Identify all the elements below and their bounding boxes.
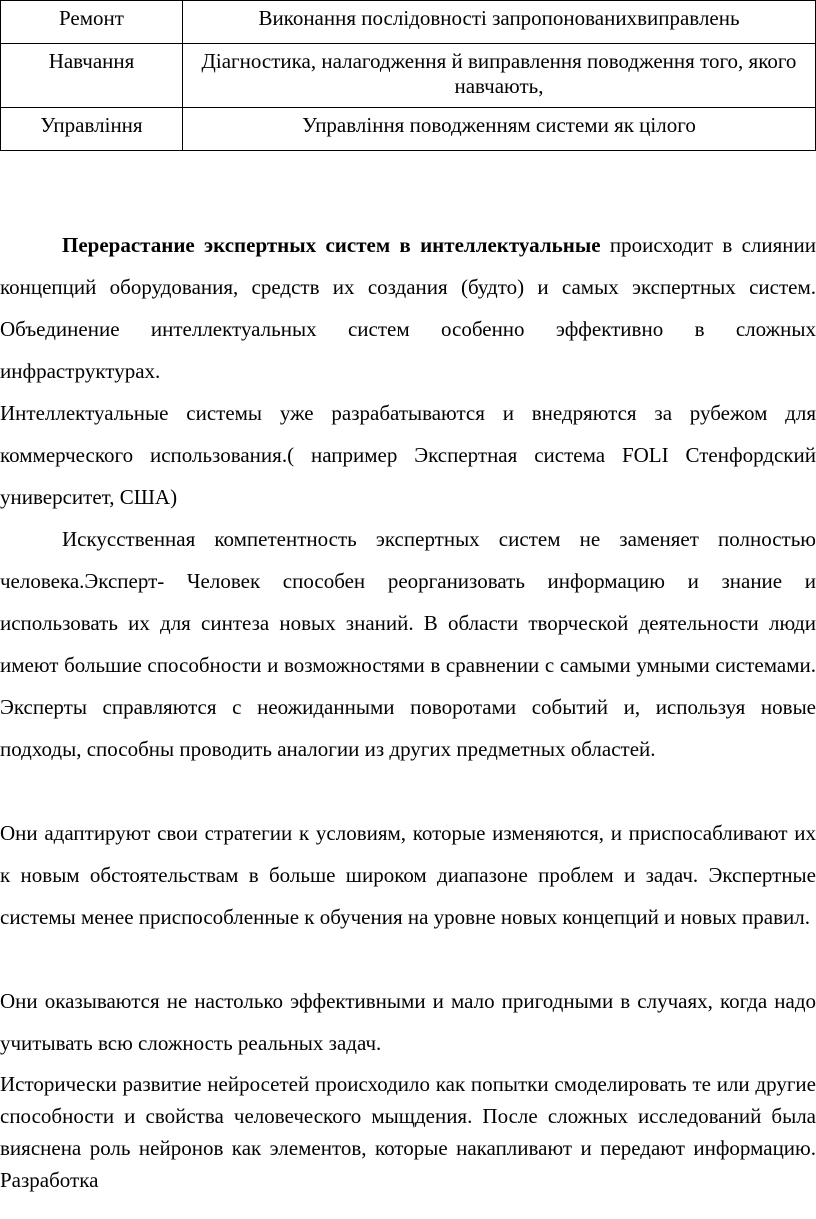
table-cell-description: Управління поводженням системи як цілого (183, 108, 816, 151)
table-row (1, 1, 816, 44)
paragraph-effectiveness: Они оказываются не настолько эффективными и мало пригодными в случаях, когда надо учитывать всю сложность реальных задач. (0, 989, 816, 1055)
table-cell-term: Навчання (1, 44, 183, 108)
table-cell-term: Управління (1, 108, 183, 151)
paragraph-expert-systems-evolution (0, 224, 816, 392)
table-cell-term: Ремонт (1, 1, 183, 44)
bold-lead-phrase: Перерастание экспертных систем в интеллектуальные (62, 233, 601, 257)
paragraph-adaptation: Они адаптируют свои стратегии к условиям, которые изменяются, и приспосабливают их к новым обстоятельствам в больше широком диапазоне проблем и задач. Экспертные системы менее приспособленные к обучения на уровне новых концепций и новых правил. (0, 821, 816, 929)
paragraph-commercial-use: Интеллектуальные системы уже разрабатываются и внедряются за рубежом для коммерческого использования.( например Экспертная система FOLI Стенфордский университет, США) (0, 401, 816, 509)
table-cell-description: Діагностика, налагодження й виправлення поводження того, якого навчають, (183, 44, 816, 108)
table-cell-description: Виконання послідовності запропонованихвиправлень (183, 1, 816, 44)
paragraph-human-expert: Искусственная компетентность экспертных систем не заменяет полностью человека.Эксперт- Человек способен реорганизовать информацию и знание и использовать их для синтеза новых знаний. В области творческой деятельности люди имеют большие способности и возможностями в сравнении с самыми умными системами. Эксперты справляются с неожиданными поворотами событий и, используя новые подходы, способны проводить аналогии из других предметных областей. (0, 527, 816, 761)
table-row (1, 108, 816, 151)
paragraph-text: происходит в слиянии концепций оборудования, средств их создания (будто) и самых экспертных систем. Объединение интеллектуальных систем особенно эффективно в сложных инфраструктурах. (0, 233, 816, 383)
table-row (1, 44, 816, 108)
function-table (0, 0, 816, 151)
paragraph-neural-networks: Исторически развитие нейросетей происходило как попытки смоделировать те или другие способности и свойства человеческого мыщдения. После сложных исследований была вияснена роль нейронов как элементов, которые накапливают и передают информацию. Разработка (0, 1072, 816, 1192)
